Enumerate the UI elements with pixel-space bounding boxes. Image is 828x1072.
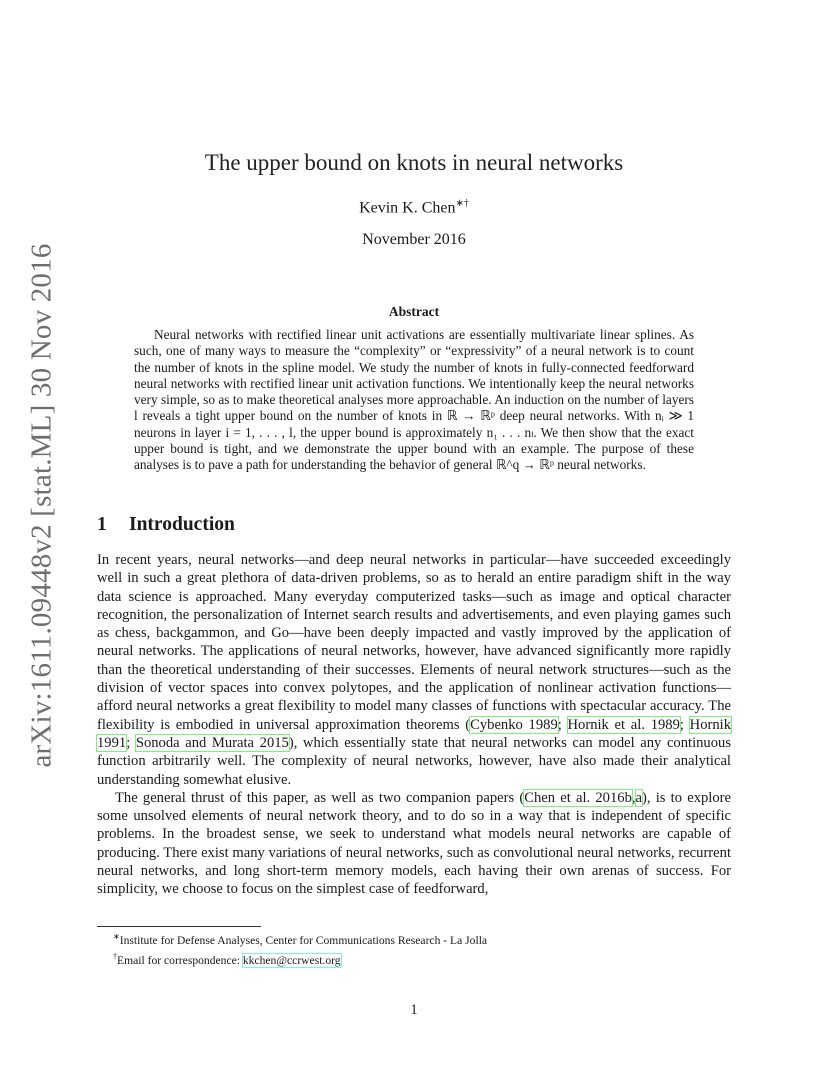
abstract-text: Neural networks with rectified linear unit activations are essentially multivariate linear splines. As such, one of many ways to measure the “complexity” or “expressivity” of a neural network is to count the number of knots in the spline model. We study the number of knots in fully-connected feedforward neural networks with rectified linear unit activation functions. We intentionally keep the neural networks very simple, so as to make theoretical analyses more approachable. An induction on the number of layers l reveals a tight upper bound on the number of knots in ℝ → ℝᵖ deep neural networks. With nᵢ ≫ 1 neurons in layer i = 1, . . . , l, the upper bound is approximately n₁ . . . nₗ. We then show that the exact upper bound is tight, and we demonstrate the upper bound with an example. The purpose of these analyses is to pave a path for understanding the behavior of general ℝ^q → ℝᵖ neural networks.	[134, 327, 694, 473]
footnote-affiliation	[97, 929, 737, 949]
paper-title: The upper bound on knots in neural networks	[204, 150, 624, 175]
paragraph-2-text: The general thrust of this paper, as well as two companion papers (	[115, 789, 525, 806]
paragraph-1	[97, 551, 731, 789]
citation-year: a	[635, 789, 642, 806]
citation-year: 1989	[528, 716, 558, 733]
footnote-rule	[97, 926, 261, 927]
citation-author: Hornik	[689, 716, 732, 733]
citation-cybenko[interactable]	[470, 717, 558, 733]
paper-date: November 2016	[362, 231, 466, 248]
section-number: 1	[97, 514, 107, 535]
section-heading	[97, 514, 235, 536]
arxiv-stamp	[22, 242, 62, 768]
citation-separator: ;	[679, 716, 690, 733]
footnotes	[97, 929, 737, 969]
citation-separator: ,	[631, 789, 636, 806]
citation-hornik-et-al[interactable]	[568, 717, 680, 733]
citation-author: Chen et al.	[524, 789, 591, 806]
paragraph-2-text-cont: ), is to explore some unsolved elements of neural network theory, and to do so in a way that is independent of specific problems. In the broadest sense, we seek to understand what models neural networks are capable of producing. There exist many variations of neural networks, such as convolutional neural networks, recurrent neural networks, and long short-term memory models, each having their own arenas of success. For simplicity, we choose to focus on the simplest case of feedforward,	[97, 789, 731, 898]
footnote-text: Email for correspondence:	[117, 953, 243, 967]
citation-sonoda-murata[interactable]	[136, 735, 289, 751]
paragraph-1-text: In recent years, neural networks—and deep neural networks in particular—have succeeded exceedingly well in such a great plethora of data-driven problems, so as to herald an entire paradigm shift in the way data science is approached. Many everyday computerized tasks—such as image and optical character recognition, the personalization of Internet search results and advertisements, and even playing games such as chess, backgammon, and Go—have been deeply impacted and vastly improved by the application of neural networks. The applications of neural networks, however, have advanced significantly more rapidly than the theoretical understanding of their successes. Elements of neural network structures—such as the division of vector spaces into convex polytopes, and the application of nonlinear activation functions—afford neural networks a great flexibility to model many classes of functions with spectacular accuracy. The flexibility is embodied in universal approximation theorems (	[97, 552, 731, 733]
paragraph-1-text-cont: ), which essentially state that neural networks can model any continuous function arbitrarily well. The complexity of neural networks, however, have also made their analytical understanding somewhat elusive.	[97, 734, 732, 788]
footnote-mark: ∗	[113, 932, 120, 941]
citation-year: 1991	[97, 734, 127, 751]
author-name: Kevin K. Chen	[359, 199, 456, 217]
footnote-email	[97, 949, 737, 969]
citation-year: 2016b	[595, 789, 632, 806]
section-title: Introduction	[129, 514, 235, 535]
citation-year: 2015	[259, 734, 289, 751]
arxiv-stamp-text: arXiv:1611.09448v2 [stat.ML] 30 Nov 2016	[25, 242, 58, 768]
author-line	[0, 198, 828, 217]
footnote-text: Institute for Defense Analyses, Center for Communications Research - La Jolla	[119, 933, 488, 947]
citation-author: Sonoda and Murata	[135, 734, 255, 751]
citation-year: 1989	[650, 716, 680, 733]
email-link[interactable]: kkchen@ccrwest.org	[242, 953, 341, 967]
citation-chen-et-al[interactable]	[524, 790, 632, 806]
body-text	[97, 551, 731, 899]
footnote-mark: †	[113, 951, 117, 961]
citation-author: Cybenko	[470, 716, 523, 733]
abstract-heading: Abstract	[388, 304, 440, 319]
paragraph-2	[97, 789, 731, 899]
citation-author: Hornik et al.	[567, 716, 645, 733]
page-number: 1	[410, 1002, 418, 1018]
author-footnote-marks: ∗†	[455, 198, 469, 209]
citation-separator: ;	[126, 734, 136, 751]
citation-separator: ;	[557, 716, 568, 733]
